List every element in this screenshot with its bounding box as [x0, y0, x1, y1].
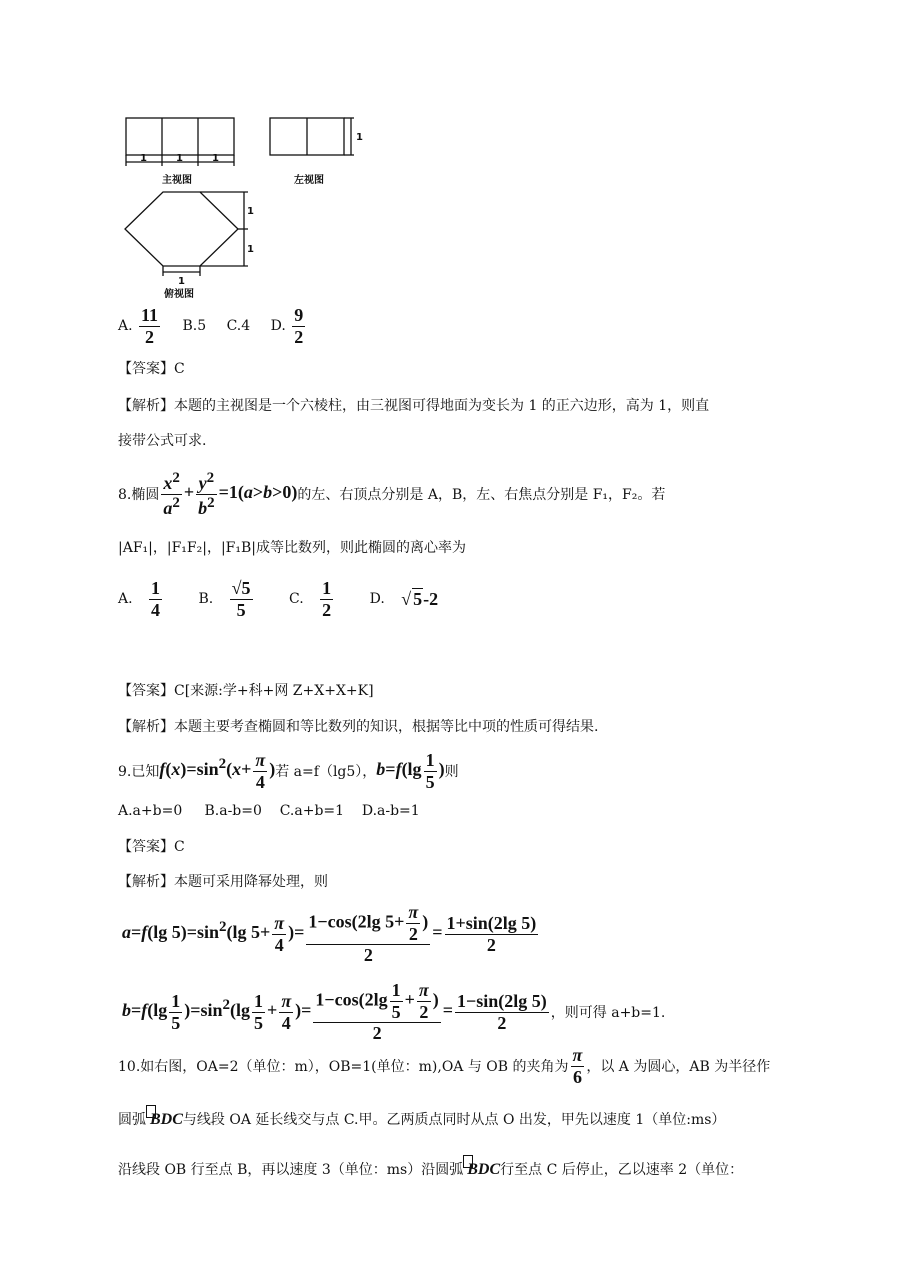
q9-formula-b: b=f(lg $\frac{1}{5}$ )$=\sin^2(\lg$ $\frac{1}{5}$ + $\frac{\pi}{4}$ )= 1−cos(2lg $\frac{1}{5}$ + $\frac{\pi}{2}$ ) 2 = $\frac{1-\sin(2\lg 5)}{2}$ ，则可得 a+b=1.: [122, 980, 666, 1044]
front-view-rect: [126, 118, 234, 155]
q8-line2: |AF₁|，|F₁F₂|，|F₁B|成等比数列，则此椭圆的离心率为: [118, 540, 467, 556]
svg-text:1: 1: [247, 244, 254, 255]
q8-stem: 8.椭圆 $\frac{x^2}{a^2}$ + $\frac{y^2}{b^2}$ =1(a>b>0)的左、右顶点分别是 A，B，左、右焦点分别是 F₁，F₂。若: [118, 470, 666, 518]
q9-answer: 【答案】C: [118, 839, 185, 855]
q10-line1: 10.如右图，OA=2（单位：m），OB=1(单位：m),OA 与 OB 的夹角为 $\frac{\pi}{6}$ ，以 A 为圆心，AB 为半径作: [118, 1045, 771, 1087]
svg-text:1: 1: [140, 153, 147, 164]
q7-analysis-line1: 【解析】本题的主视图是一个六棱柱，由三视图可得地面为变长为 1 的正六边形，高为 1，则直: [118, 398, 710, 414]
top-view-label: 俯视图: [164, 289, 194, 300]
q7-options: A. $\frac{11}{2}$ B.5 C.4 D. $\frac{9}{2}$: [118, 305, 304, 347]
svg-text:1: 1: [176, 153, 183, 164]
q10-line2: 圆弧 BDC与线段 OA 延长线交与点 C.甲。乙两质点同时从点 O 出发，甲先以速度 1（单位:ms）: [118, 1105, 725, 1129]
q8-analysis: 【解析】本题主要考查椭圆和等比数列的知识，根据等比中项的性质可得结果.: [118, 719, 599, 735]
q10-line3: 沿线段 OB 行至点 B，再以速度 3（单位：ms）沿圆弧 BDC行至点 C 后停止，乙以速率 2（单位：: [118, 1155, 743, 1179]
q8-options: A. $\frac{1}{4}$ B. $\frac{√5}{5}$ C. $\frac{1}{2}$ D. √ 5-2: [118, 578, 439, 620]
front-view-label: 主视图: [162, 175, 192, 186]
q7-answer: 【答案】C: [118, 361, 185, 377]
q9-stem: 9.已知$f(x)=\sin^2(x+$ $\frac{\pi}{4}$ )若 a=f（lg5），b=f(lg $\frac{1}{5}$ )则: [118, 750, 459, 792]
q9-analysis: 【解析】本题可采用降幂处理，则: [118, 874, 328, 890]
svg-text:1: 1: [356, 132, 363, 143]
q9-formula-a: a=f(lg $5)=\sin^2(\lg$ 5+ $\frac{\pi}{4}$ )= 1−cos(2lg 5+ $\frac{\pi}{2}$ ) 2 = $\frac{1+\sin(2\lg 5)}{2}$: [122, 902, 537, 966]
three-view-figure: [118, 110, 368, 305]
q9-options: A.a+b=0 B.a-b=0 C.a+b=1 D.a-b=1: [118, 803, 420, 819]
svg-text:1: 1: [178, 276, 185, 287]
q7-analysis-line2: 接带公式可求.: [118, 433, 207, 449]
left-view-label: 左视图: [294, 175, 324, 186]
q8-answer: 【答案】C[来源:学+科+网 Z+X+X+K]: [118, 683, 374, 699]
svg-text:1: 1: [212, 153, 219, 164]
top-view-hexagon: [125, 192, 238, 266]
svg-text:1: 1: [247, 206, 254, 217]
